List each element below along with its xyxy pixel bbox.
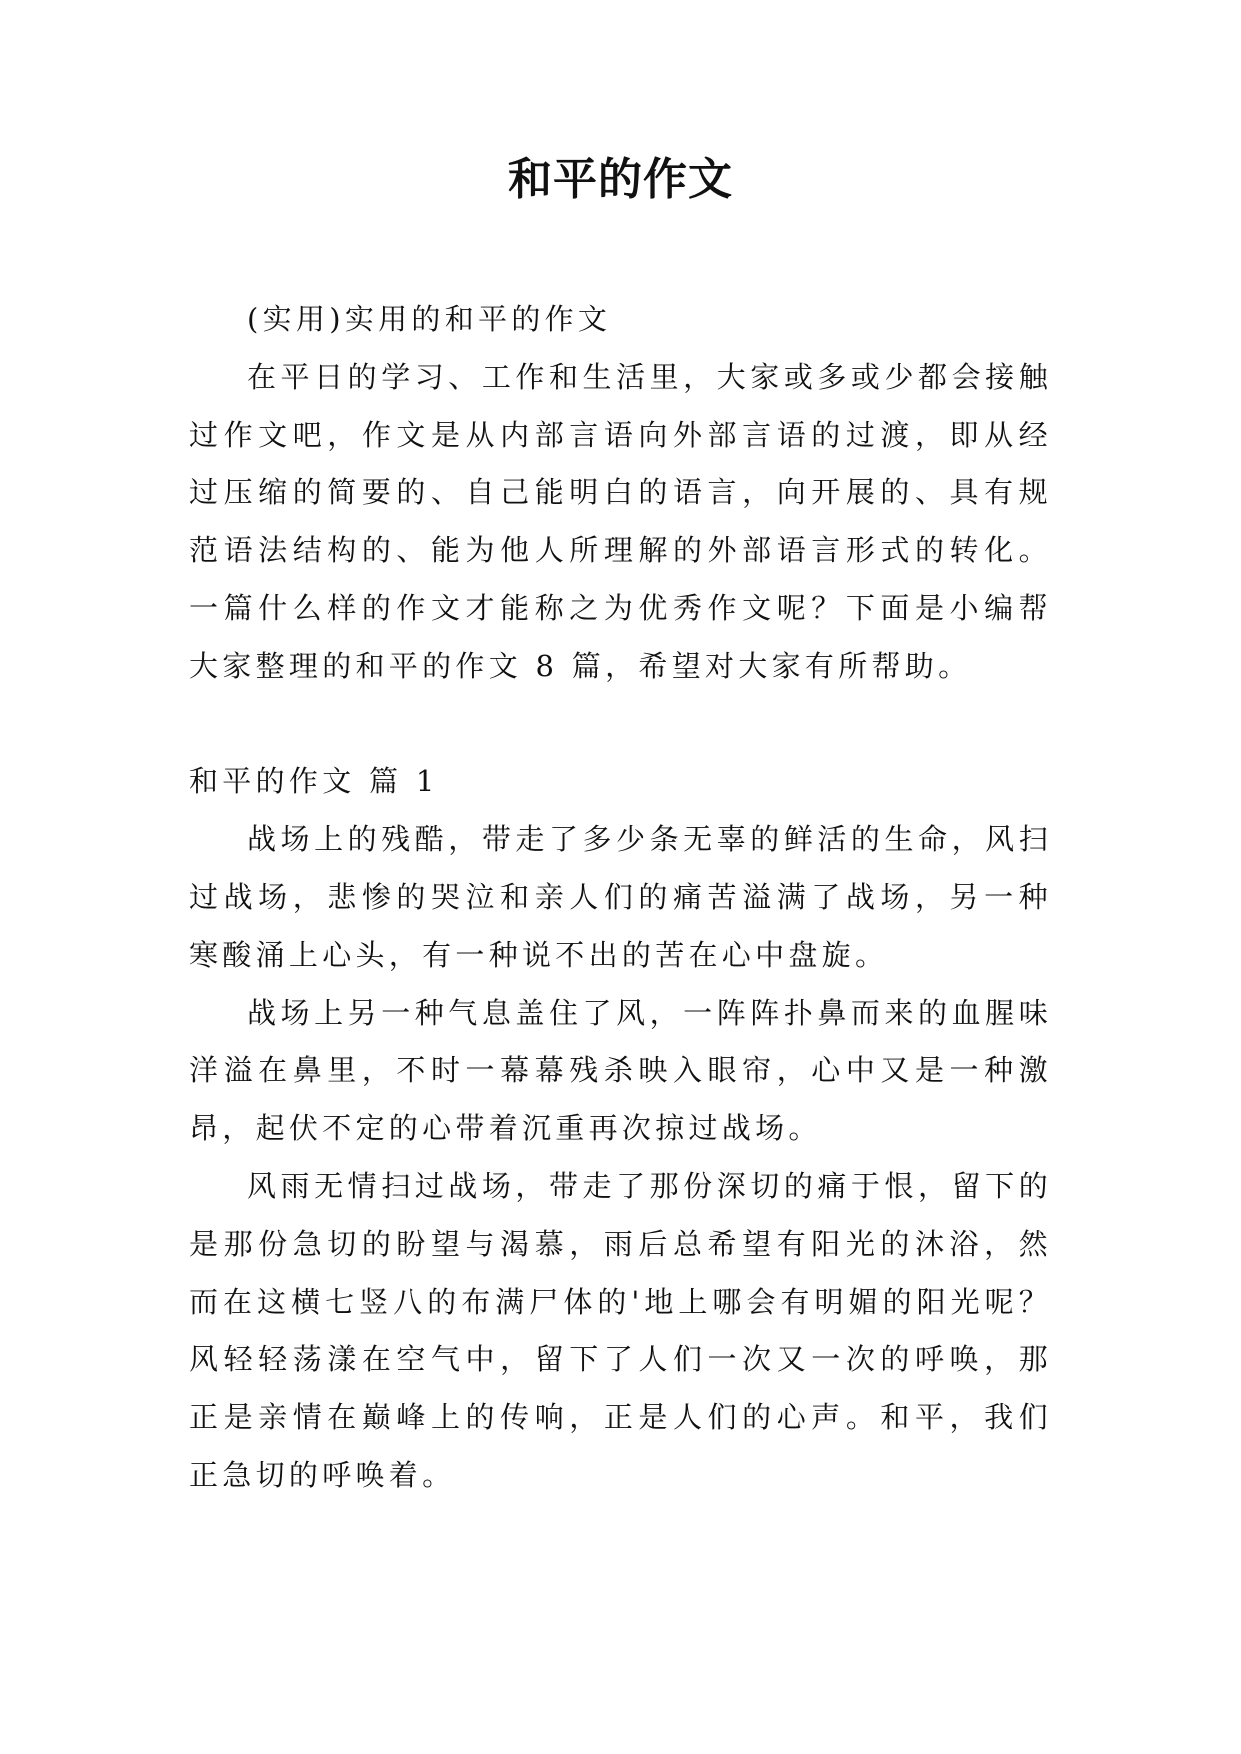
body-paragraph: 风雨无情扫过战场，带走了那份深切的痛于恨，留下的是那份急切的盼望与渴慕，雨后总希望有阳光的沐浴，然而在这横七竖八的布满尸体的'地上哪会有明媚的阳光呢？风轻轻荡漾在空气中，留下了人们一次又一次的呼唤，那正是亲情在巅峰上的传响，正是人们的心声。和平，我们正急切的呼唤着。 — [189, 1168, 1052, 1492]
section-heading: 和平的作文 篇 1 — [189, 764, 439, 799]
document-subtitle: (实用)实用的和平的作文 — [247, 302, 612, 336]
intro-paragraph: 在平日的学习、工作和生活里，大家或多或少都会接触过作文吧，作文是从内部言语向外部言语的过渡，即从经过压缩的简要的、自己能明白的语言，向开展的、具有规范语法结构的、能为他人所理解的外部语言形式的转化。一篇什么样的作文才能称之为优秀作文呢？下面是小编帮大家整理的和平的作文 8 篇，希望对大家有所帮助。 — [189, 359, 1052, 683]
body-paragraph: 战场上另一种气息盖住了风，一阵阵扑鼻而来的血腥味洋溢在鼻里，不时一幕幕残杀映入眼帘，心中又是一种激昂，起伏不定的心带着沉重再次掠过战场。 — [189, 995, 1052, 1146]
document-title: 和平的作文 — [508, 154, 733, 205]
body-paragraph: 战场上的残酷，带走了多少条无辜的鲜活的生命，风扫过战场，悲惨的哭泣和亲人们的痛苦溢满了战场，另一种寒酸涌上心头，有一种说不出的苦在心中盘旋。 — [189, 822, 1052, 972]
document-body — [189, 291, 1052, 1505]
